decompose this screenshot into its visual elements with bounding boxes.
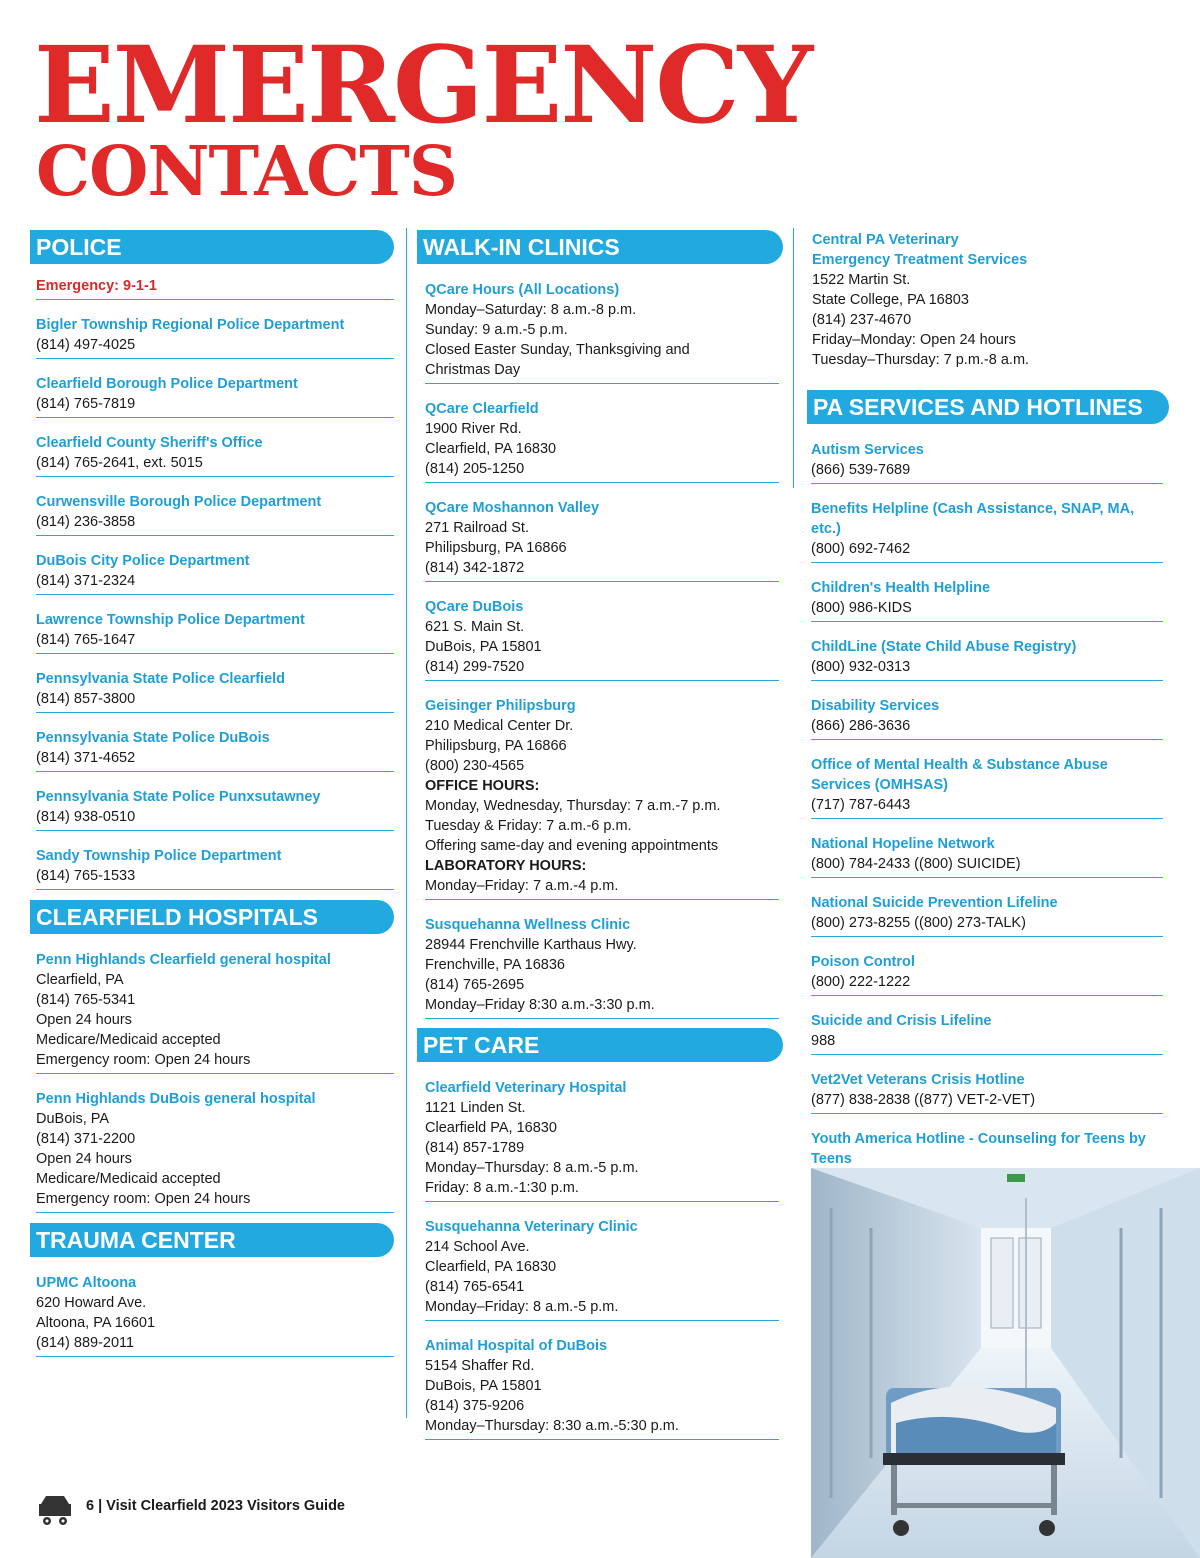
clinic-entry — [425, 690, 779, 900]
clinic-detail: Frenchville, PA 16836 — [425, 957, 565, 973]
hotline-entry — [811, 749, 1163, 819]
police-entry — [36, 604, 394, 654]
hotline-entry — [811, 493, 1163, 563]
hotline-phone: (800) 692-7462 — [811, 541, 911, 557]
walkin-list — [407, 274, 783, 1019]
police-phone: (814) 765-2641, ext. 5015 — [36, 455, 203, 471]
pet-detail: 214 School Ave. — [425, 1239, 530, 1255]
hotline-phone: (800) 784-2433 ((800) SUICIDE) — [811, 856, 1021, 872]
pet-detail: Clearfield, PA 16830 — [425, 1259, 557, 1275]
pet-entry — [425, 1330, 779, 1440]
trauma-list — [30, 1267, 394, 1357]
pet-detail: Monday–Friday: 8 a.m.-5 p.m. — [425, 1299, 619, 1315]
police-entry — [36, 545, 394, 595]
hospital-detail: (814) 765-5341 — [36, 992, 136, 1008]
trauma-detail: Altoona, PA 16601 — [36, 1315, 156, 1331]
police-name: Lawrence Township Police Department — [36, 612, 305, 628]
pet-detail: 5154 Shaffer Rd. — [425, 1358, 535, 1374]
hospital-detail: Emergency room: Open 24 hours — [36, 1191, 251, 1207]
vet-emergency-detail: Tuesday–Thursday: 7 p.m.-8 a.m. — [812, 352, 1030, 368]
hotline-phone: (877) 838-2838 ((877) VET-2-VET) — [811, 1092, 1036, 1108]
vet-emergency-detail: Friday–Monday: Open 24 hours — [812, 332, 1016, 348]
hotline-entry — [811, 887, 1163, 937]
column-left — [30, 228, 394, 1366]
column-right-hotlines — [793, 388, 1169, 1202]
pet-entry — [425, 1211, 779, 1321]
pet-detail: 1121 Linden St. — [425, 1100, 526, 1116]
police-name: Bigler Township Regional Police Department — [36, 317, 345, 333]
hotline-name: Office of Mental Health & Substance Abuse Services (OMHSAS) — [811, 757, 1108, 793]
clinic-detail: Philipsburg, PA 16866 — [425, 738, 567, 754]
clinic-detail: Monday–Saturday: 8 a.m.-8 p.m. — [425, 302, 637, 318]
pet-detail: Friday: 8 a.m.-1:30 p.m. — [425, 1180, 579, 1196]
police-name: Pennsylvania State Police Clearfield — [36, 671, 286, 687]
hotline-name: National Suicide Prevention Lifeline — [811, 895, 1058, 911]
hotline-entry — [811, 1064, 1163, 1114]
office-hours-line: Tuesday & Friday: 7 a.m.-6 p.m. — [425, 818, 632, 834]
hospital-detail: DuBois, PA — [36, 1111, 110, 1127]
police-phone: (814) 938-0510 — [36, 809, 136, 825]
trauma-entry — [36, 1267, 394, 1357]
pet-name: Clearfield Veterinary Hospital — [425, 1080, 627, 1096]
hotline-entry — [811, 631, 1163, 681]
trauma-detail: (814) 889-2011 — [36, 1335, 135, 1351]
walkin-heading: WALK-IN CLINICS — [417, 230, 783, 264]
hospital-hallway-photo — [811, 1168, 1200, 1558]
page-footer — [36, 1490, 436, 1530]
emergency-number: Emergency: 9-1-1 — [36, 278, 157, 294]
hotline-phone: (866) 539-7689 — [811, 462, 911, 478]
hotline-entry — [811, 828, 1163, 878]
hotline-name: Poison Control — [811, 954, 915, 970]
hotline-list — [793, 434, 1169, 1193]
clinic-name: QCare DuBois — [425, 599, 524, 615]
hotline-entry — [811, 572, 1163, 622]
petcare-list — [407, 1072, 783, 1440]
hospital-detail: Medicare/Medicaid accepted — [36, 1032, 221, 1048]
hospital-detail: Clearfield, PA — [36, 972, 124, 988]
police-entry — [36, 722, 394, 772]
trauma-heading: TRAUMA CENTER — [30, 1223, 394, 1257]
hotline-name: National Hopeline Network — [811, 836, 995, 852]
police-name: Clearfield County Sheriff's Office — [36, 435, 263, 451]
police-entry — [36, 309, 394, 359]
police-phone: (814) 765-1647 — [36, 632, 136, 648]
hospitals-heading: CLEARFIELD HOSPITALS — [30, 900, 394, 934]
clinic-detail: 1900 River Rd. — [425, 421, 522, 437]
police-phone: (814) 765-1533 — [36, 868, 136, 884]
clinic-name: Susquehanna Wellness Clinic — [425, 917, 631, 933]
police-phone: (814) 857-3800 — [36, 691, 136, 707]
clinic-detail: (814) 765-2695 — [425, 977, 525, 993]
clinic-name: QCare Clearfield — [425, 401, 539, 417]
column-middle — [406, 228, 783, 1434]
petcare-heading: PET CARE — [417, 1028, 783, 1062]
hotline-name: Benefits Helpline (Cash Assistance, SNAP, MA, etc.) — [811, 501, 1135, 537]
hospital-list — [30, 944, 394, 1213]
hospital-detail: (814) 371-2200 — [36, 1131, 136, 1147]
office-hours-line: Offering same-day and evening appointments — [425, 838, 719, 854]
hospital-name: Penn Highlands DuBois general hospital — [36, 1091, 316, 1107]
police-name: Clearfield Borough Police Department — [36, 376, 298, 392]
trauma-detail: 620 Howard Ave. — [36, 1295, 147, 1311]
clinic-detail: DuBois, PA 15801 — [425, 639, 542, 655]
hospital-entry — [36, 1083, 394, 1213]
hospital-entry — [36, 944, 394, 1074]
clinic-detail: Philipsburg, PA 16866 — [425, 540, 567, 556]
police-phone: (814) 765-7819 — [36, 396, 136, 412]
hotline-entry — [811, 690, 1163, 740]
hotline-entry — [811, 434, 1163, 484]
pet-detail: Clearfield PA, 16830 — [425, 1120, 557, 1136]
trauma-name: UPMC Altoona — [36, 1275, 137, 1291]
police-name: Pennsylvania State Police Punxsutawney — [36, 789, 321, 805]
office-hours-line: Monday, Wednesday, Thursday: 7 a.m.-7 p.m. — [425, 798, 721, 814]
clinic-detail: (814) 205-1250 — [425, 461, 525, 477]
clinic-detail: Closed Easter Sunday, Thanksgiving and — [425, 342, 690, 358]
hotline-name: Autism Services — [811, 442, 924, 458]
clinic-detail: (814) 342-1872 — [425, 560, 525, 576]
clinic-detail: Clearfield, PA 16830 — [425, 441, 557, 457]
hotline-name: Disability Services — [811, 698, 940, 714]
hotline-phone: (800) 273-8255 ((800) 273-TALK) — [811, 915, 1026, 931]
page-subtitle: CONTACTS — [36, 132, 457, 212]
lab-hours-line: Monday–Friday: 7 a.m.-4 p.m. — [425, 878, 619, 894]
mine-cart-icon — [36, 1490, 74, 1528]
clinic-name: QCare Moshannon Valley — [425, 500, 600, 516]
police-list — [30, 309, 394, 890]
hospital-detail: Medicare/Medicaid accepted — [36, 1171, 221, 1187]
clinic-detail: Monday–Friday 8:30 a.m.-3:30 p.m. — [425, 997, 655, 1013]
hotline-name: Vet2Vet Veterans Crisis Hotline — [811, 1072, 1025, 1088]
hospital-detail: Open 24 hours — [36, 1012, 132, 1028]
emergency-entry — [36, 274, 394, 300]
hotline-entry — [811, 1005, 1163, 1055]
clinic-detail: Sunday: 9 a.m.-5 p.m. — [425, 322, 568, 338]
pet-detail: Monday–Thursday: 8 a.m.-5 p.m. — [425, 1160, 639, 1176]
police-name: Pennsylvania State Police DuBois — [36, 730, 270, 746]
hotline-name: ChildLine (State Child Abuse Registry) — [811, 639, 1077, 655]
police-name: DuBois City Police Department — [36, 553, 250, 569]
clinic-detail: 621 S. Main St. — [425, 619, 525, 635]
hotline-entry — [811, 946, 1163, 996]
page-title: EMERGENCY — [34, 22, 812, 147]
police-entry — [36, 781, 394, 831]
pet-name: Susquehanna Veterinary Clinic — [425, 1219, 638, 1235]
hotlines-heading: PA SERVICES AND HOTLINES — [807, 390, 1169, 424]
hospital-detail: Open 24 hours — [36, 1151, 132, 1167]
clinic-detail: 271 Railroad St. — [425, 520, 529, 536]
hotline-phone: 988 — [811, 1033, 836, 1049]
pet-entry — [425, 1072, 779, 1202]
police-entry — [36, 840, 394, 890]
police-name: Curwensville Borough Police Department — [36, 494, 322, 510]
clinic-detail: (800) 230-4565 — [425, 758, 525, 774]
pet-name: Animal Hospital of DuBois — [425, 1338, 608, 1354]
clinic-entry — [425, 274, 779, 384]
clinic-detail: 210 Medical Center Dr. — [425, 718, 574, 734]
office-hours-label: OFFICE HOURS: — [425, 778, 540, 794]
vet-emergency-detail: 1522 Martin St. — [812, 272, 911, 288]
hotline-phone: (866) 286-3636 — [811, 718, 911, 734]
police-heading: POLICE — [30, 230, 394, 264]
hotline-phone: (800) 986-KIDS — [811, 600, 912, 616]
pet-detail: DuBois, PA 15801 — [425, 1378, 542, 1394]
clinic-detail: (814) 299-7520 — [425, 659, 525, 675]
clinic-entry — [425, 591, 779, 681]
pet-detail: (814) 375-9206 — [425, 1398, 525, 1414]
clinic-entry — [425, 492, 779, 582]
police-phone: (814) 497-4025 — [36, 337, 136, 353]
vet-emergency-entry — [812, 228, 1164, 373]
pet-detail: (814) 765-6541 — [425, 1279, 525, 1295]
clinic-name: QCare Hours (All Locations) — [425, 282, 620, 298]
clinic-detail: Christmas Day — [425, 362, 521, 378]
vet-emergency-detail: State College, PA 16803 — [812, 292, 969, 308]
hallway-illustration — [811, 1168, 1200, 1558]
vet-emergency-name-2: Emergency Treatment Services — [812, 252, 1028, 268]
hotline-name: Children's Health Helpline — [811, 580, 991, 596]
police-entry — [36, 368, 394, 418]
pet-detail: Monday–Thursday: 8:30 a.m.-5:30 p.m. — [425, 1418, 679, 1434]
police-entry — [36, 486, 394, 536]
clinic-entry — [425, 393, 779, 483]
hotline-name: Suicide and Crisis Lifeline — [811, 1013, 992, 1029]
police-entry — [36, 663, 394, 713]
police-phone: (814) 236-3858 — [36, 514, 136, 530]
hospital-name: Penn Highlands Clearfield general hospital — [36, 952, 331, 968]
hotline-phone: (800) 932-0313 — [811, 659, 911, 675]
lab-hours-label: LABORATORY HOURS: — [425, 858, 587, 874]
clinic-entry — [425, 909, 779, 1019]
clinic-name: Geisinger Philipsburg — [425, 698, 576, 714]
police-entry — [36, 427, 394, 477]
footer-text: 6 | Visit Clearfield 2023 Visitors Guide — [86, 1498, 345, 1514]
hotline-name: Youth America Hotline - Counseling for Teens by Teens — [811, 1131, 1146, 1167]
pet-detail: (814) 857-1789 — [425, 1140, 525, 1156]
hospital-detail: Emergency room: Open 24 hours — [36, 1052, 251, 1068]
hotline-phone: (717) 787-6443 — [811, 797, 911, 813]
vet-emergency-detail: (814) 237-4670 — [812, 312, 912, 328]
vet-emergency-lines — [812, 270, 1164, 370]
police-phone: (814) 371-2324 — [36, 573, 136, 589]
clinic-detail: 28944 Frenchville Karthaus Hwy. — [425, 937, 637, 953]
hotline-phone: (800) 222-1222 — [811, 974, 911, 990]
vet-emergency-name-1: Central PA Veterinary — [812, 232, 959, 248]
police-phone: (814) 371-4652 — [36, 750, 136, 766]
police-name: Sandy Township Police Department — [36, 848, 282, 864]
